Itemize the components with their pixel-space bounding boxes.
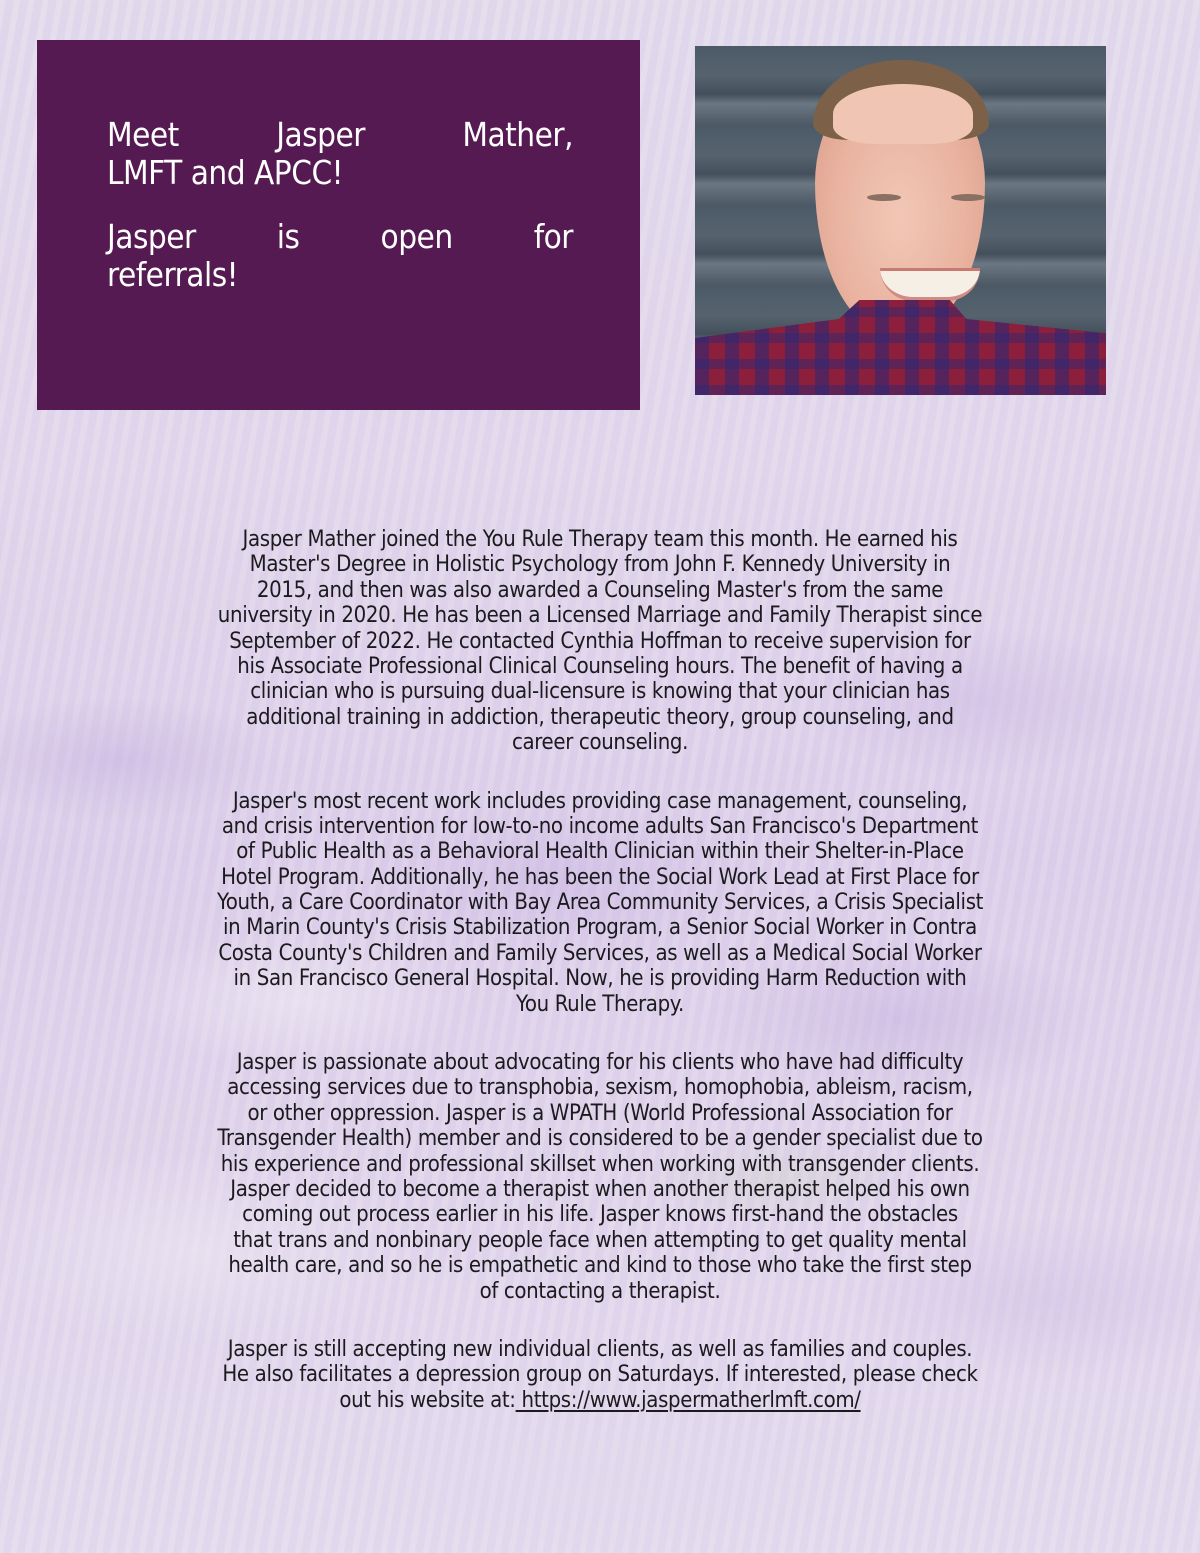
text-line: Jasper is passionate about advocating for his clients who have had difficulty bbox=[236, 1050, 964, 1076]
text-line: Jasper decided to become a therapist when another therapist helped his own bbox=[230, 1176, 970, 1202]
bio-paragraph-advocacy bbox=[0, 1050, 1200, 1304]
photo-forehead bbox=[833, 84, 973, 144]
text-line: his Associate Professional Clinical Counseling hours. The benefit of having a bbox=[237, 653, 963, 679]
banner-spacer bbox=[107, 192, 573, 218]
text-line: of contacting a therapist. bbox=[479, 1278, 721, 1304]
text-line: He also facilitates a depression group on Saturdays. If interested, please check bbox=[222, 1362, 978, 1388]
text-line: of Public Health as a Behavioral Health Clinician within their Shelter-in-Place bbox=[236, 839, 964, 865]
text-line: or other oppression. Jasper is a WPATH (World Professional Association for bbox=[247, 1100, 953, 1126]
text-line: university in 2020. He has been a Licensed Marriage and Family Therapist since bbox=[217, 603, 983, 629]
text-line: accessing services due to transphobia, sexism, homophobia, ableism, racism, bbox=[227, 1075, 973, 1101]
text-line: that trans and nonbinary people face when attempting to get quality mental bbox=[233, 1227, 967, 1253]
text-line: Hotel Program. Additionally, he has been the Social Work Lead at First Place for bbox=[221, 864, 979, 890]
text-line: career counseling. bbox=[511, 730, 689, 756]
banner-title-line-2: LMFT and APCC! bbox=[107, 153, 344, 192]
text-line: coming out process earlier in his life. Jasper knows first-hand the obstacles bbox=[242, 1202, 958, 1228]
photo-eye-right bbox=[951, 194, 985, 201]
text-line: Jasper is still accepting new individual clients, as well as families and couples. bbox=[227, 1336, 973, 1362]
bio-paragraph-education bbox=[0, 527, 1200, 756]
banner-title-line-1: Meet Jasper Mather, bbox=[107, 115, 573, 154]
text-line: 2015, and then was also awarded a Counseling Master's from the same bbox=[256, 577, 944, 603]
intro-banner bbox=[37, 40, 640, 410]
text-line: his experience and professional skillset when working with transgender clients. bbox=[220, 1151, 980, 1177]
text-line: You Rule Therapy. bbox=[516, 991, 684, 1017]
photo-plaid-shirt bbox=[695, 300, 1106, 395]
photo-smile bbox=[880, 268, 980, 301]
text-line: in Marin County's Crisis Stabilization Program, a Senior Social Worker in Contra bbox=[223, 915, 977, 941]
banner-subtitle-line-2: referrals! bbox=[107, 255, 239, 294]
text-line: Youth, a Care Coordinator with Bay Area Community Services, a Crisis Specialist bbox=[216, 890, 984, 916]
text-line: additional training in addiction, therapeutic theory, group counseling, and bbox=[246, 704, 954, 730]
banner-subtitle-line-1: Jasper is open for bbox=[107, 217, 573, 256]
text-line: in San Francisco General Hospital. Now, he is providing Harm Reduction with bbox=[233, 966, 967, 992]
text-line: September of 2022. He contacted Cynthia Hoffman to receive supervision for bbox=[229, 628, 971, 654]
text-line: Transgender Health) member and is considered to be a gender specialist due to bbox=[217, 1126, 983, 1152]
text-line: Costa County's Children and Family Services, as well as a Medical Social Worker bbox=[218, 940, 982, 966]
profile-photo bbox=[695, 46, 1106, 395]
website-prefix: out his website at: bbox=[339, 1387, 516, 1413]
text-line-with-link bbox=[0, 1388, 1200, 1413]
text-line: Jasper Mather joined the You Rule Therapy team this month. He earned his bbox=[242, 527, 958, 552]
bio-paragraph-availability bbox=[0, 1337, 1200, 1413]
photo-eye-left bbox=[867, 194, 901, 201]
intro-banner-text bbox=[107, 116, 573, 294]
text-line: health care, and so he is empathetic and kind to those who take the first step bbox=[228, 1253, 972, 1279]
website-link[interactable]: https://www.jaspermatherlmft.com/ bbox=[515, 1387, 861, 1413]
text-line: Jasper's most recent work includes providing case management, counseling, bbox=[232, 788, 968, 814]
bio-paragraph-experience bbox=[0, 789, 1200, 1018]
bio-body bbox=[0, 527, 1200, 1413]
text-line: Master's Degree in Holistic Psychology from John F. Kennedy University in bbox=[249, 552, 951, 578]
text-line: and crisis intervention for low-to-no income adults San Francisco's Department bbox=[221, 813, 979, 839]
text-line: clinician who is pursuing dual-licensure is knowing that your clinician has bbox=[250, 679, 950, 705]
